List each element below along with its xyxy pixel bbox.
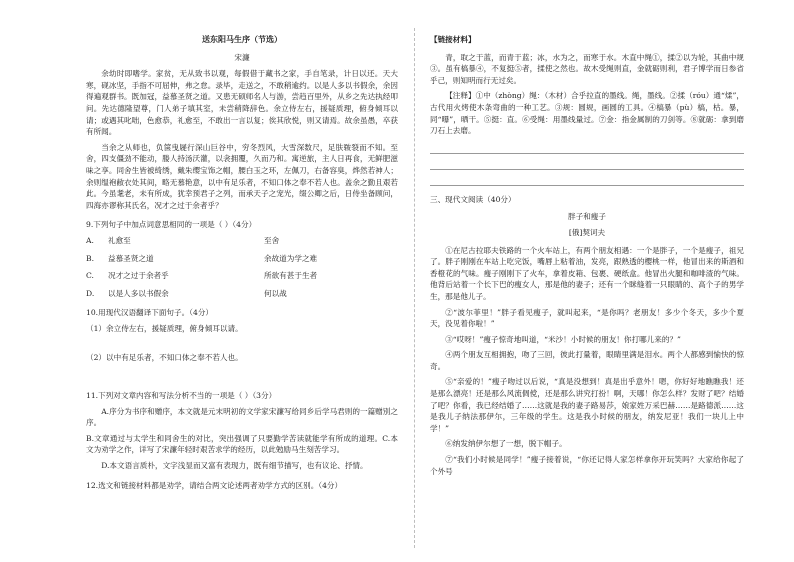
answer-line[interactable] <box>430 157 744 170</box>
option-text: 以是人多以书假余 <box>108 288 169 298</box>
passage-paragraph-1: 余幼时即嗜学。家贫，无从致书以观，每假借于藏书之家，手自笔录，计日以还。天大寒，砚冰坚，手指不可屈伸，弗之怠。录毕，走送之，不敢稍逾约。以是人多以书假余，余因得遍观群书。既加冠，益慕圣贤之道。又患无硕师名人与游，尝趋百里外，从乡之先达执经叩问。先达德隆望尊，门人弟子填其室，未尝稍降辞色。余立侍左右，援疑质理，俯身倾耳以请；或遇其叱咄，色愈恭，礼愈至，不敢出一言以复；俟其欣悦，则又请焉。故余虽愚，卒获有所闻。 <box>86 69 398 137</box>
option-text: 况才之过于余者乎 <box>108 271 169 281</box>
right-column <box>430 34 744 481</box>
question-10: 10.用现代汉语翻译下面句子。（4分） <box>86 308 214 318</box>
story-paragraph-7: ⑦“我们小时候是同学！”瘦子接着说，“你还记得人家怎样拿你开玩笑吗？大家给你起了个外号 <box>430 455 744 476</box>
option-text: 余故道为学之难 <box>264 253 318 263</box>
option-key[interactable]: A. <box>86 235 94 245</box>
option-key[interactable]: C. <box>86 271 94 281</box>
option-text: 至舍 <box>264 235 280 245</box>
question-11-option-d: D.本文语言质朴，文字浅显而又富有表现力，既有细节描写，也有议论、抒情。 <box>101 461 368 471</box>
question-9: 9.下列句子中加点词意思相同的一项是（ ）（4分） <box>86 220 257 230</box>
story-paragraph-4: ④两个朋友互相拥抱，吻了三回，彼此打量着，眼睛里满是泪水。两个人都感到愉快的惊奇。 <box>430 350 744 371</box>
question-10-item-2: （2）以中有足乐者，不知口体之奉不若人也。 <box>86 353 243 363</box>
question-11-option-bc: B.文章通过与太学生和同舍生的对比，突出强调了只要勤学苦读就能学有所成的道理。C.本文为劝学之作，详写了宋濂年轻时艰苦求学的经历，以此勉励马生刻苦学习。 <box>86 433 398 455</box>
text-title: 送东阳马生序（节选） <box>202 34 282 44</box>
option-text: 益慕圣贤之道 <box>108 253 154 263</box>
answer-line[interactable] <box>430 173 744 186</box>
story-paragraph-3: ③“哎呀！”瘦子惊奇地叫道，“米沙！小时候的朋友！你打哪儿来的？” <box>445 334 681 344</box>
option-text: 所欲有甚于生者 <box>264 271 318 281</box>
question-11-option-a: A.序分为书序和赠序，本文就是元末明初的文学家宋濂写给同乡后学马君则的一篇赠別之序。 <box>86 406 398 428</box>
story-paragraph-1: ①在尼古拉耶夫铁路的一个火车站上，有两个朋友相遇：一个是胖子，一个是瘦子，祖兄了。胖子刚刚在车站上吃完饭，嘴唇上粘着油，发亮，跟熟透的樱桃一样，他冒出来的斯酒和香橙花的气味。瘦子刚刚下了火车，拿着皮箱、包裹、硬纸盒。他冒出火腿和咖啡渣的气味。他背后站着一个长下巴的瘦女人，那是他的妻子；还有一个眯缝着一只眼睛的、高个子的男学生，那是他儿子。 <box>430 245 744 301</box>
left-column <box>86 34 398 495</box>
story-paragraph-6: ⑥纳发纳伊尔想了一想，脱下帽子。 <box>445 439 567 449</box>
question-10-item-1: （1）余立侍左右，援疑质理，俯身倾耳以请。 <box>86 323 243 333</box>
section-heading: 三、现代文阅读（40分） <box>430 194 516 204</box>
text-author: 宋濂 <box>234 52 250 62</box>
option-key[interactable]: D. <box>86 288 95 298</box>
question-9-options <box>86 235 398 299</box>
option-text: 礼愈至 <box>108 235 131 245</box>
passage-paragraph-2: 当余之从师也，负箧曳屣行深山巨谷中，穷冬烈风，大雪深数尺，足肤皲裂而不知。至舍，四支僵劲不能动，媵人持汤沃灌，以衾拥覆，久而乃和。寓逆旅，主人日再食，无鲜肥滋味之享。同舍生皆被绮绣，戴朱缨宝饰之帽，腰白玉之环，左佩刀，右备容臭，烨然若神人；余则缊袍敝衣处其间，略无慕艳意，以中有足乐者，不知口体之奉不若人也。盖余之勤且艰若此。今虽耄老，未有所成，犹幸预君子之列，而承天子之宠光，缀公卿之后，日侍坐备顾问，四海亦谬称其氏名，况才之过于余者乎？ <box>86 142 398 210</box>
story-author: [俄]契诃夫 <box>568 227 606 237</box>
question-11: 11.下列对文章内容和写法分析不当的一项是（ ）（3分） <box>86 391 277 401</box>
story-paragraph-5: ⑤“亲爱的！”瘦子吻过以后说，“真是没想到！真是出乎意外！嗯，你好好地瞧瞧我！还是那么漂亮！还是那么风流倜傥，还是那么讲究打扮！啊，天哪！你怎么样？发财了吧？结婚了吧？你看，我已经结婚了……这就是我的妻子路易莎，娘家姓万采巴赫……是路德派……这是我儿子纳法那伊尔，三年级的学生。这是我小时候的朋友，纳发尼亚！我们一块儿上中学！” <box>430 377 744 433</box>
option-key[interactable]: B. <box>86 253 94 263</box>
answer-line[interactable] <box>430 141 744 154</box>
option-text: 何以战 <box>264 288 287 298</box>
link-material-text: 青，取之于蓝，而青于蓝；冰，水为之，而寒于水。木直中绳①，揉②以为轮，其曲中规③。虽有槁暴④，不复挺⑤者，揉使之然也。故木受绳则直，金就砺则利，君子博学而日参省乎己，则知明而行无过矣。 <box>430 52 744 85</box>
story-title: 胖子和瘦子 <box>568 212 606 222</box>
link-material-note: 【注释】①中（zhòng）绳：（木材）合乎拉直的墨线。绳，墨线。②揉（róu）通“煣”，古代用火烤使木条弯曲的一种工艺。③规：圆规，画圆的工具。④槁暴（pù）槁，枯。暴，同“曝”，晒干。⑤挺：直。⑥受绳：用墨线量过。⑦金：指金属制的刀剑等。⑧就砺：拿到磨刀石上去磨。 <box>430 91 744 136</box>
column-divider <box>414 28 416 548</box>
link-material-title: 【链接材料】 <box>430 35 476 44</box>
story-paragraph-2: ②“波尔菲里！”胖子看见瘦子，就叫起来，“是你吗？老朋友！多少个冬天，多少个夏天，没见着你啦！” <box>430 307 744 329</box>
question-12: 12.选文和链接材料都是劝学，请结合两文论述两者劝学方式的区别。（4分） <box>86 480 343 490</box>
